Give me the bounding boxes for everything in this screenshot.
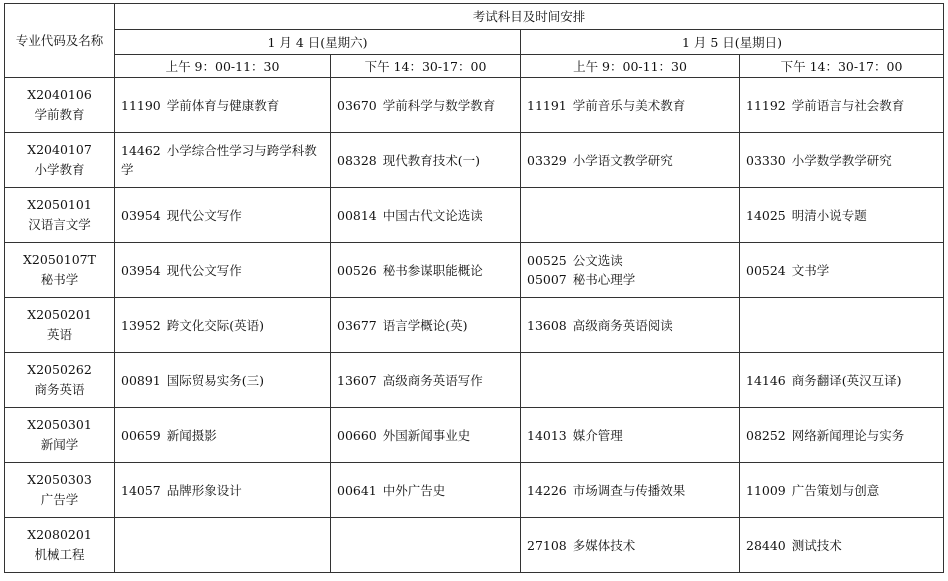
course-name: 商务翻译(英汉互译): [791, 372, 902, 388]
table-row: [5, 463, 944, 518]
course-cell: [521, 408, 740, 463]
course-cell: [740, 243, 944, 298]
course-entry: [337, 371, 517, 390]
course-cell: [115, 298, 331, 353]
course-code: 00659: [121, 427, 161, 443]
table-row: [5, 243, 944, 298]
course-code: 03330: [746, 152, 786, 168]
course-entry: [527, 270, 736, 289]
course-code: 00525: [527, 253, 567, 268]
course-cell: [331, 243, 521, 298]
course-code: 03954: [121, 207, 161, 223]
course-code: 14057: [121, 482, 161, 498]
course-code: 11191: [527, 97, 567, 113]
course-entry: [746, 96, 940, 115]
day-header-2: 1 月 5 日(星期日): [521, 30, 944, 55]
course-name: 中外广告史: [382, 482, 446, 498]
empty-cell: [331, 518, 521, 573]
course-name: 品牌形象设计: [166, 482, 242, 498]
course-entry: [337, 151, 517, 170]
course-name: 国际贸易实务(三): [166, 372, 265, 388]
course-entry: [337, 96, 517, 115]
course-code: 05007: [527, 272, 567, 287]
course-code: 13952: [121, 317, 161, 333]
course-cell: [331, 78, 521, 133]
major-code: X2050303: [27, 472, 92, 487]
course-name: 高级商务英语写作: [382, 372, 483, 388]
empty-cell: [740, 298, 944, 353]
course-code: 03954: [121, 262, 161, 278]
course-cell: [521, 133, 740, 188]
course-entry: [527, 251, 736, 270]
course-name: 秘书心理学: [572, 272, 636, 287]
course-code: 00526: [337, 262, 377, 278]
major-name: 学前教育: [34, 107, 85, 122]
course-code: 03329: [527, 152, 567, 168]
course-cell: [521, 463, 740, 518]
course-cell: [115, 78, 331, 133]
course-code: 13608: [527, 317, 567, 333]
major-name: 英语: [46, 327, 72, 342]
header-row-days: [5, 30, 944, 55]
course-cell: [521, 243, 740, 298]
course-name: 测试技术: [791, 537, 842, 553]
course-name: 学前语言与社会教育: [791, 97, 905, 113]
course-name: 多媒体技术: [572, 537, 636, 553]
course-name: 跨文化交际(英语): [166, 317, 265, 333]
course-entry: [527, 316, 736, 335]
major-name: 机械工程: [34, 547, 85, 562]
course-name: 小学综合性学习与跨学科教学: [121, 143, 317, 177]
day-header-1: 1 月 4 日(星期六): [115, 30, 521, 55]
course-cell: [115, 188, 331, 243]
course-cell: [331, 353, 521, 408]
course-code: 03670: [337, 97, 377, 113]
major-cell: [5, 133, 115, 188]
empty-cell: [115, 518, 331, 573]
course-entry: [121, 206, 327, 225]
course-entry: [746, 536, 940, 555]
course-name: 现代公文写作: [166, 262, 242, 278]
course-cell: [331, 188, 521, 243]
course-name: 语言学概论(英): [382, 317, 468, 333]
major-cell: [5, 78, 115, 133]
course-entry: [121, 96, 327, 115]
course-cell: [740, 353, 944, 408]
table-row: [5, 133, 944, 188]
course-entry: [337, 481, 517, 500]
course-entry: [527, 151, 736, 170]
course-cell: [740, 518, 944, 573]
course-name: 现代公文写作: [166, 207, 242, 223]
course-code: 27108: [527, 537, 567, 553]
major-name: 小学教育: [34, 162, 85, 177]
major-code: X2080201: [27, 527, 92, 542]
course-name: 市场调查与传播效果: [572, 482, 686, 498]
course-code: 13607: [337, 372, 377, 388]
major-cell: [5, 243, 115, 298]
session-header: 上午 9：00-11：30: [521, 55, 740, 78]
session-header: 下午 14：30-17：00: [740, 55, 944, 78]
course-name: 学前体育与健康教育: [166, 97, 280, 113]
course-name: 明清小说专题: [791, 207, 867, 223]
course-entry: [337, 261, 517, 280]
course-entry: [121, 261, 327, 280]
course-cell: [115, 353, 331, 408]
course-entry: [337, 206, 517, 225]
course-entry: [527, 96, 736, 115]
major-code: X2050101: [27, 197, 92, 212]
course-cell: [740, 78, 944, 133]
course-cell: [115, 408, 331, 463]
course-code: 14025: [746, 207, 786, 223]
course-entry: [746, 261, 940, 280]
schedule-title: 考试科目及时间安排: [115, 4, 944, 30]
empty-cell: [521, 353, 740, 408]
major-code: X2040106: [27, 87, 92, 102]
course-entry: [527, 426, 736, 445]
course-code: 11009: [746, 482, 786, 498]
course-name: 学前科学与数学教育: [382, 97, 496, 113]
course-code: 28440: [746, 537, 786, 553]
course-code: 00524: [746, 262, 786, 278]
course-code: 08328: [337, 152, 377, 168]
course-entry: [746, 426, 940, 445]
table-row: [5, 78, 944, 133]
course-entry: [746, 481, 940, 500]
major-name: 商务英语: [34, 382, 85, 397]
course-name: 小学数学教学研究: [791, 152, 892, 168]
course-name: 网络新闻理论与实务: [791, 427, 905, 443]
major-name: 汉语言文学: [28, 217, 91, 232]
major-name: 广告学: [40, 492, 79, 507]
major-code: X2050262: [27, 362, 92, 377]
exam-schedule-table: [4, 3, 944, 573]
major-column-header: 专业代码及名称: [5, 4, 115, 78]
session-header: 上午 9：00-11：30: [115, 55, 331, 78]
course-name: 媒介管理: [572, 427, 623, 443]
course-cell: [521, 298, 740, 353]
course-code: 11190: [121, 97, 161, 113]
course-entry: [527, 481, 736, 500]
exam-schedule-body: [5, 4, 944, 573]
course-cell: [740, 463, 944, 518]
major-cell: [5, 353, 115, 408]
header-row-title: [5, 4, 944, 30]
course-name: 小学语文教学研究: [572, 152, 673, 168]
course-cell: [521, 518, 740, 573]
course-entry: [746, 151, 940, 170]
course-entry: [121, 426, 327, 445]
major-code: X2050201: [27, 307, 92, 322]
course-code: 14013: [527, 427, 567, 443]
course-cell: [115, 463, 331, 518]
course-name: 高级商务英语阅读: [572, 317, 673, 333]
course-cell: [740, 408, 944, 463]
major-code: X2050107T: [23, 252, 96, 267]
major-cell: [5, 188, 115, 243]
table-row: [5, 518, 944, 573]
major-name: 秘书学: [40, 272, 79, 287]
course-entry: [337, 316, 517, 335]
course-entry: [746, 371, 940, 390]
course-cell: [740, 188, 944, 243]
course-code: 11192: [746, 97, 786, 113]
course-code: 14146: [746, 372, 786, 388]
major-code: X2050301: [27, 417, 92, 432]
course-code: 03677: [337, 317, 377, 333]
major-cell: [5, 518, 115, 573]
course-cell: [521, 78, 740, 133]
course-code: 00660: [337, 427, 377, 443]
course-entry: [121, 481, 327, 500]
course-name: 学前音乐与美术教育: [572, 97, 686, 113]
course-cell: [115, 133, 331, 188]
major-code: X2040107: [27, 142, 92, 157]
table-row: [5, 188, 944, 243]
course-cell: [331, 463, 521, 518]
course-name: 外国新闻事业史: [382, 427, 471, 443]
table-row: [5, 298, 944, 353]
course-name: 秘书参谋职能概论: [382, 262, 483, 278]
course-code: 08252: [746, 427, 786, 443]
course-entry: [527, 536, 736, 555]
course-code: 00891: [121, 372, 161, 388]
course-name: 文书学: [791, 262, 830, 278]
course-cell: [331, 133, 521, 188]
header-row-sessions: [5, 55, 944, 78]
course-cell: [331, 408, 521, 463]
major-cell: [5, 463, 115, 518]
course-entry: [121, 316, 327, 335]
session-header: 下午 14：30-17：00: [331, 55, 521, 78]
table-row: [5, 408, 944, 463]
major-cell: [5, 408, 115, 463]
course-entry: [121, 141, 327, 179]
course-cell: [115, 243, 331, 298]
course-name: 中国古代文论选读: [382, 207, 483, 223]
course-name: 现代教育技术(一): [382, 152, 481, 168]
course-name: 新闻摄影: [166, 427, 217, 443]
course-entry: [121, 371, 327, 390]
course-code: 00641: [337, 482, 377, 498]
course-code: 00814: [337, 207, 377, 223]
course-entry: [337, 426, 517, 445]
empty-cell: [521, 188, 740, 243]
major-name: 新闻学: [40, 437, 79, 452]
course-code: 14462: [121, 143, 161, 158]
course-name: 广告策划与创意: [791, 482, 880, 498]
course-entry: [746, 206, 940, 225]
table-row: [5, 353, 944, 408]
major-cell: [5, 298, 115, 353]
course-cell: [740, 133, 944, 188]
course-name: 公文选读: [572, 253, 623, 268]
course-cell: [331, 298, 521, 353]
course-code: 14226: [527, 482, 567, 498]
